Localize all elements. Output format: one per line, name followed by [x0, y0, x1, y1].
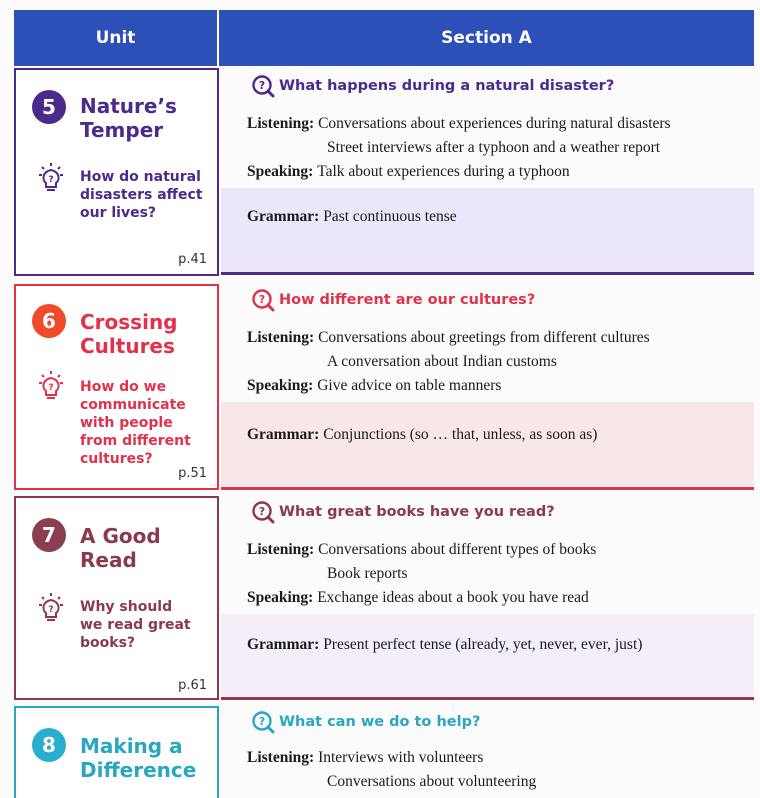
listening-label: Listening:: [247, 329, 319, 346]
lightbulb-icon: [36, 370, 66, 404]
grammar-band: [221, 402, 754, 486]
speaking-line: Speaking: Give advice on table manners: [247, 377, 502, 394]
listening-line: Street interviews after a typhoon and a weather report: [327, 139, 661, 156]
unit-6-card: [14, 284, 219, 490]
section-question: ? What great books have you read?: [251, 500, 555, 524]
grammar-label: Grammar:: [247, 426, 324, 443]
svg-text:?: ?: [48, 383, 54, 393]
unit-title: Nature’s Temper: [80, 94, 177, 142]
unit-column-header: Unit: [14, 10, 219, 66]
unit-big-question: How do natural disasters affect our lives?: [80, 169, 203, 221]
lightbulb-icon: [36, 592, 66, 626]
unit-5-card: [14, 68, 219, 276]
row-divider: [221, 272, 754, 275]
page-number: p.51: [178, 466, 207, 481]
speaking-line: Speaking: Exchange ideas about a book you have read: [247, 589, 589, 606]
speaking-line: Speaking: Talk about experiences during a typhoon: [247, 163, 570, 180]
speaking-label: Speaking:: [247, 589, 318, 606]
unit-5-section-a: [221, 68, 754, 276]
listening-line: Listening: Conversations about greetings from different cultures: [247, 329, 650, 346]
unit-7-row: [14, 496, 754, 700]
section-question: ? What can we do to help?: [251, 710, 480, 734]
listening-label: Listening:: [247, 115, 319, 132]
section-a-column-header: Section A: [441, 28, 532, 48]
row-divider: [221, 487, 754, 490]
svg-text:?: ?: [258, 293, 266, 306]
grammar-band: [221, 614, 754, 696]
skills-list: [247, 746, 536, 794]
grammar-label: Grammar:: [247, 636, 324, 653]
lightbulb-icon: [36, 162, 66, 196]
question-icon: [251, 500, 275, 524]
unit-6-section-a: [221, 284, 754, 490]
skills-list: [247, 112, 671, 184]
question-icon: [251, 710, 275, 734]
unit-number-badge: 5: [32, 90, 66, 124]
page-number: p.41: [178, 252, 207, 267]
skills-list: [247, 326, 650, 398]
unit-8-card: [14, 706, 219, 798]
unit-number-badge: 8: [32, 728, 66, 762]
question-icon: [251, 288, 275, 312]
grammar-line: Grammar: Past continuous tense: [247, 208, 457, 225]
listening-label: Listening:: [247, 749, 319, 766]
unit-big-question: Why should we read great books?: [80, 599, 191, 651]
speaking-label: Speaking:: [247, 377, 318, 394]
unit-big-question: How do we communicate with people from different cultures?: [80, 379, 191, 467]
svg-text:?: ?: [258, 79, 266, 92]
unit-7-section-a: [221, 496, 754, 700]
grammar-line: Grammar: Present perfect tense (already, yet, never, ever, just): [247, 636, 643, 653]
listening-label: Listening:: [247, 541, 319, 558]
unit-8-row: [14, 706, 754, 798]
row-divider: [221, 697, 754, 700]
unit-title: A Good Read: [80, 524, 161, 572]
listening-line: Conversations about volunteering: [327, 773, 537, 790]
grammar-line: Grammar: Conjunctions (so … that, unless, as soon as): [247, 426, 598, 443]
listening-line: Listening: Conversations about experiences during natural disasters: [247, 115, 671, 132]
unit-8-section-a: [221, 706, 754, 798]
unit-title: Crossing Cultures: [80, 310, 178, 358]
unit-6-row: [14, 284, 754, 490]
grammar-label: Grammar:: [247, 208, 324, 225]
skills-list: [247, 538, 596, 610]
unit-number-badge: 6: [32, 304, 66, 338]
table-header: [14, 10, 754, 66]
speaking-label: Speaking:: [247, 163, 318, 180]
question-icon: [251, 74, 275, 98]
svg-text:?: ?: [258, 505, 266, 518]
section-question: ? What happens during a natural disaster?: [251, 74, 614, 98]
listening-line: A conversation about Indian customs: [327, 353, 557, 370]
svg-text:?: ?: [48, 175, 54, 185]
section-question: ? How different are our cultures?: [251, 288, 535, 312]
unit-title: Making a Difference: [80, 734, 197, 782]
listening-line: Book reports: [327, 565, 408, 582]
page-number: p.61: [178, 678, 207, 693]
unit-5-row: [14, 68, 754, 276]
grammar-band: [221, 188, 754, 272]
listening-line: Listening: Conversations about different types of books: [247, 541, 597, 558]
listening-line: Listening: Interviews with volunteers: [247, 749, 484, 766]
unit-7-card: [14, 496, 219, 700]
unit-number-badge: 7: [32, 518, 66, 552]
svg-text:?: ?: [258, 715, 266, 728]
svg-text:?: ?: [48, 605, 54, 615]
